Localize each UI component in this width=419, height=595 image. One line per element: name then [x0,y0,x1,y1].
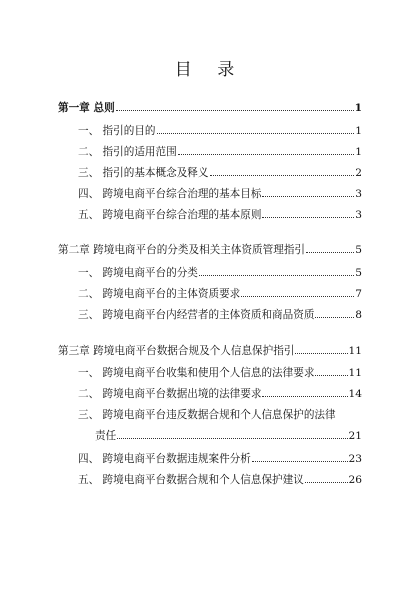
page-title: 目 录 [174,60,245,80]
item-page: 21 [348,430,362,442]
chapter-page: 5 [355,244,362,256]
item-page: 1 [355,125,362,137]
chapter-label: 第二章 跨境电商平台的分类及相关主体资质管理指引 [58,244,306,256]
toc-item [78,124,362,138]
item-page: 14 [348,388,362,400]
item-label: 一、 跨境电商平台的分类 [78,267,198,279]
item-label: 三、 跨境电商平台违反数据合规和个人信息保护的法律 [78,409,336,421]
toc-item [78,166,362,180]
item-label: 五、 跨境电商平台数据合规和个人信息保护建议 [78,474,304,486]
item-page: 7 [355,288,362,300]
item-page: 8 [355,309,362,321]
item-label: 四、 跨境电商平台数据违规案件分析 [78,453,251,465]
chapter-label: 第一章 总则 [58,102,115,114]
item-page: 3 [355,188,362,200]
toc-item [78,266,362,280]
toc-item [78,208,362,222]
item-label: 三、 指引的基本概念及释义 [78,167,209,179]
item-label: 四、 跨境电商平台综合治理的基本目标 [78,188,262,200]
dot-leader [262,208,354,218]
item-page: 1 [355,146,362,158]
dot-leader [199,266,354,276]
item-label: 二、 指引的适用范围 [78,146,177,158]
item-label: 二、 跨境电商平台的主体资质要求 [78,288,241,300]
item-page: 26 [348,474,362,486]
dot-leader [315,308,354,318]
item-page: 3 [355,209,362,221]
toc-item [78,408,362,422]
dot-leader [157,124,355,134]
dot-leader [178,145,355,155]
item-label: 五、 跨境电商平台综合治理的基本原则 [78,209,262,221]
dot-leader [315,366,347,376]
toc-chapter-2 [58,243,362,257]
dot-leader [295,344,347,354]
item-page: 23 [348,453,362,465]
toc-item [78,387,362,401]
item-label: 三、 跨境电商平台内经营者的主体资质和商品资质 [78,309,315,321]
toc-item [78,308,362,322]
item-label: 一、 跨境电商平台收集和使用个人信息的法律要求 [78,367,315,379]
item-page: 5 [355,267,362,279]
chapter-page: 1 [354,102,362,114]
dot-leader [306,243,354,253]
dot-leader [252,452,348,462]
item-label: 二、 跨境电商平台数据出境的法律要求 [78,388,262,400]
toc-item [78,287,362,301]
toc-chapter-1 [58,101,362,115]
toc-item [78,366,362,380]
dot-leader [262,187,354,197]
dot-leader [116,101,354,111]
dot-leader [305,473,348,483]
toc-item-continuation [95,429,362,443]
dot-leader [241,287,354,297]
toc-item [78,145,362,159]
item-page: 11 [348,367,362,379]
chapter-label: 第三章 跨境电商平台数据合规及个人信息保护指引 [58,345,295,357]
item-label-continuation: 责任 [95,430,117,442]
dot-leader [262,387,347,397]
item-label: 一、 指引的目的 [78,125,156,137]
dot-leader [210,166,355,176]
toc-chapter-3 [58,344,362,358]
dot-leader [117,429,347,439]
chapter-page: 11 [348,345,362,357]
toc-item [78,473,362,487]
toc-item [78,452,362,466]
item-page: 2 [355,167,362,179]
toc-item [78,187,362,201]
